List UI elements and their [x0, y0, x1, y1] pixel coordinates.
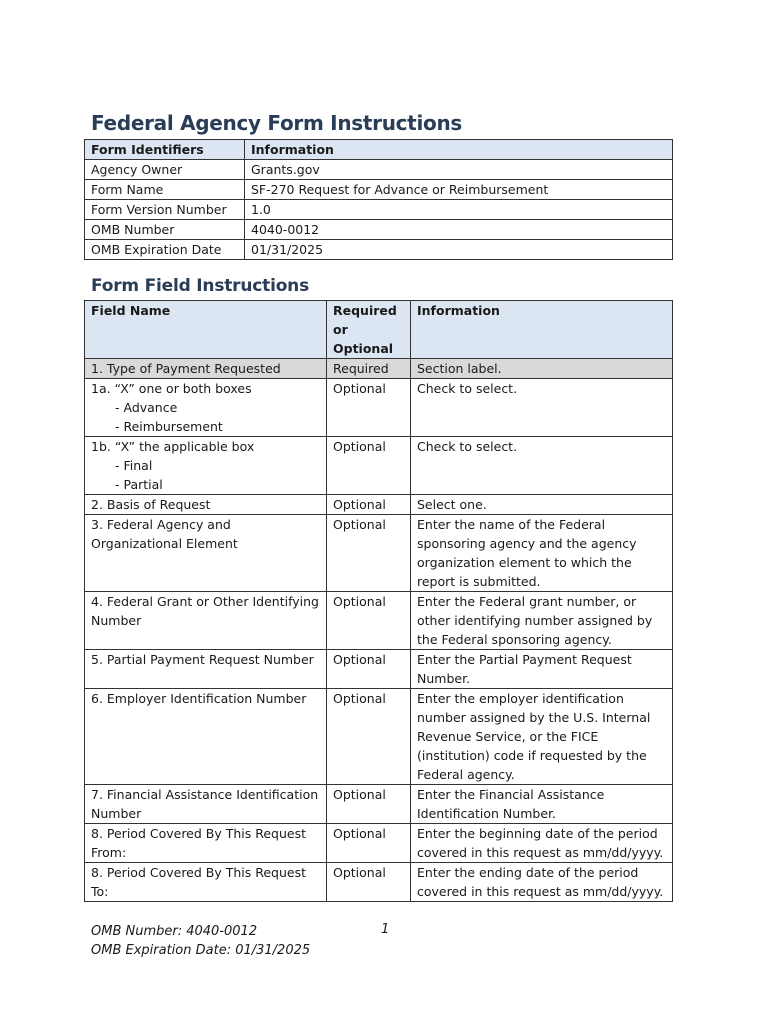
field-information: Enter the Federal grant number, or other identifying number assigned by the Federal sponsoring agency.: [411, 592, 673, 650]
footer-omb-number: OMB Number: 4040-0012: [91, 924, 258, 939]
table-header-row: [85, 301, 673, 359]
identifier-label: OMB Expiration Date: [85, 240, 245, 260]
table-row: [85, 240, 673, 260]
field-requirement: Required: [327, 359, 411, 379]
field-information: Enter the Financial Assistance Identification Number.: [411, 785, 673, 824]
field-information: Enter the employer identification number assigned by the U.S. Internal Revenue Service, or the FICE (institution) code if requested by the Federal agency.: [411, 689, 673, 785]
page-footer: [91, 922, 310, 960]
field-name: 5. Partial Payment Request Number: [85, 650, 327, 689]
table-row: [85, 495, 673, 515]
field-name-cell: [85, 437, 327, 495]
identifier-value: Grants.gov: [245, 160, 673, 180]
field-name: 1a. “X” one or both boxes: [91, 381, 252, 396]
field-requirement: Optional: [327, 437, 411, 495]
field-requirement: Optional: [327, 379, 411, 437]
table-row: [85, 863, 673, 902]
field-information: Select one.: [411, 495, 673, 515]
identifier-label: Form Name: [85, 180, 245, 200]
field-requirement: Optional: [327, 650, 411, 689]
table-row: [85, 785, 673, 824]
field-name: 7. Financial Assistance Identification Number: [85, 785, 327, 824]
form-identifiers-table: [84, 139, 673, 260]
field-information: Check to select.: [411, 379, 673, 437]
table-row: [85, 200, 673, 220]
table-row: [85, 515, 673, 592]
field-requirement: Optional: [327, 515, 411, 592]
field-requirement: Optional: [327, 785, 411, 824]
field-name: 1. Type of Payment Requested: [85, 359, 327, 379]
table-row: [85, 160, 673, 180]
field-requirement: Optional: [327, 592, 411, 650]
field-requirement: Optional: [327, 495, 411, 515]
field-information: Section label.: [411, 359, 673, 379]
field-requirement: Optional: [327, 824, 411, 863]
table-row: [85, 220, 673, 240]
field-name: 8. Period Covered By This Request From:: [85, 824, 327, 863]
section-title: Form Field Instructions: [91, 276, 309, 296]
header-line: Required: [333, 303, 397, 318]
field-name: 6. Employer Identification Number: [85, 689, 327, 785]
header-line: Optional: [333, 341, 394, 356]
identifier-label: Form Version Number: [85, 200, 245, 220]
page-title: Federal Agency Form Instructions: [91, 111, 462, 135]
field-requirement: Optional: [327, 863, 411, 902]
column-header-required: [327, 301, 411, 359]
table-row: [85, 437, 673, 495]
identifier-label: Agency Owner: [85, 160, 245, 180]
field-sub-option: - Partial: [115, 477, 163, 492]
identifier-value: 01/31/2025: [245, 240, 673, 260]
field-name: 4. Federal Grant or Other Identifying Number: [85, 592, 327, 650]
table-row: [85, 592, 673, 650]
identifier-label: OMB Number: [85, 220, 245, 240]
header-line: or: [333, 322, 348, 337]
form-field-instructions-table: [84, 300, 673, 902]
field-sub-option: - Final: [115, 458, 153, 473]
field-name: 3. Federal Agency and Organizational Element: [85, 515, 327, 592]
identifier-value: SF-270 Request for Advance or Reimbursement: [245, 180, 673, 200]
column-header-information: Information: [411, 301, 673, 359]
table-row: [85, 359, 673, 379]
table-row: [85, 379, 673, 437]
field-information: Check to select.: [411, 437, 673, 495]
column-header-field-name: Field Name: [85, 301, 327, 359]
table-row: [85, 180, 673, 200]
table-row: [85, 689, 673, 785]
table-row: [85, 824, 673, 863]
field-sub-option: - Reimbursement: [115, 419, 223, 434]
field-information: Enter the Partial Payment Request Number.: [411, 650, 673, 689]
identifier-value: 4040-0012: [245, 220, 673, 240]
field-name: 8. Period Covered By This Request To:: [85, 863, 327, 902]
footer-omb-expiration: OMB Expiration Date: 01/31/2025: [91, 943, 311, 958]
field-information: Enter the beginning date of the period covered in this request as mm/dd/yyyy.: [411, 824, 673, 863]
field-information: Enter the name of the Federal sponsoring agency and the agency organization element to which the report is submitted.: [411, 515, 673, 592]
field-requirement: Optional: [327, 689, 411, 785]
column-header: Form Identifiers: [85, 140, 245, 160]
table-header-row: [85, 140, 673, 160]
field-sub-option: - Advance: [115, 400, 178, 415]
field-name: 1b. “X” the applicable box: [91, 439, 255, 454]
identifier-value: 1.0: [245, 200, 673, 220]
table-row: [85, 650, 673, 689]
field-name-cell: [85, 379, 327, 437]
field-name: 2. Basis of Request: [85, 495, 327, 515]
field-information: Enter the ending date of the period covered in this request as mm/dd/yyyy.: [411, 863, 673, 902]
column-header: Information: [245, 140, 673, 160]
page-number: 1: [381, 922, 390, 937]
